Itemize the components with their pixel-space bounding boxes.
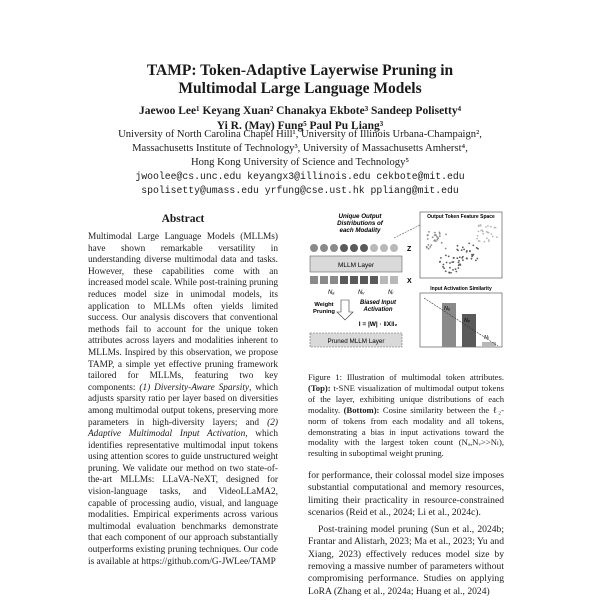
importance-formula: I = |W| · ‖X‖₂ (358, 321, 398, 328)
tsne-point (496, 236, 498, 238)
tsne-point (443, 264, 445, 266)
abstract-heading: Abstract (161, 213, 205, 225)
abstract-component-2: (2) Adaptive Multimodal Input Activation (88, 417, 278, 440)
tsne-point (463, 249, 465, 251)
tsne-point (455, 268, 457, 270)
abstract-body (88, 232, 278, 568)
tsne-point (488, 232, 490, 234)
label-x: X (407, 278, 412, 285)
pruned-layer-label: Pruned MLLM Layer (327, 338, 385, 345)
title-line-2: Multimodal Large Language Models (178, 80, 422, 97)
tsne-point (455, 271, 457, 273)
tsne-point (427, 234, 429, 236)
tsne-point (436, 239, 438, 241)
affiliation-line-3: Hong Kong University of Science and Technology⁵ (190, 157, 410, 168)
unique-output-label: Unique Output Distributions of each Modality (337, 213, 383, 234)
tsne-point (485, 226, 487, 228)
tsne-point (494, 227, 496, 229)
tsne-point (479, 240, 481, 242)
tsne-point (490, 226, 492, 228)
bar-label-nv: Nᵥ (464, 318, 470, 324)
caption-bottom: (Bottom): (343, 404, 380, 415)
input-token-row (310, 276, 398, 284)
tsne-point (443, 267, 445, 269)
label-z: Z (407, 246, 412, 253)
tsne-point (451, 261, 453, 263)
tsne-point (477, 235, 479, 237)
tsne-point (456, 249, 458, 251)
caption-lead: Figure 1: Illustration of multimodal token attributes. (308, 372, 504, 382)
tsne-point (430, 244, 432, 246)
tsne-point (461, 257, 463, 259)
output-token-row (310, 244, 398, 252)
tsne-point (469, 251, 471, 253)
authors-line-2: Yi R. (May) Fung⁵ Paul Pu Liang³ (216, 120, 384, 132)
tsne-point (477, 258, 479, 260)
tsne-point (429, 246, 431, 248)
similarity-label: Input Activation Similarity (430, 286, 492, 292)
tsne-point (476, 247, 478, 249)
tsne-point (450, 272, 452, 274)
tsne-point (449, 262, 451, 264)
title-line-1: TAMP: Token-Adaptive Layerwise Pruning in (146, 62, 454, 79)
abstract-component-1: (1) Diversity-Aware Sparsity (139, 382, 250, 393)
label-nl: Nₗ (388, 290, 394, 296)
tsne-point (456, 257, 458, 259)
body-paragraph-1: for performance, their colossal model size imposes substantial computational and memory resources, limiting their practicality in resource-constrained scenarios (Reid et al., 2024; Li et al., 2024c). (308, 470, 504, 518)
tsne-point (448, 256, 450, 258)
down-arrow-icon (337, 300, 353, 320)
figure-caption (308, 372, 504, 459)
intro-body (308, 470, 504, 603)
tsne-point (472, 245, 474, 247)
tsne-point (480, 230, 482, 232)
tsne-point (457, 245, 459, 247)
email-line-2: spolisetty@umass.edu yrfung@cse.ust.hk ppliang@mit.edu (141, 185, 459, 196)
tsne-point (441, 242, 443, 244)
tsne-point (445, 255, 447, 257)
tsne-point (492, 236, 494, 238)
biased-input-label: Biased Input Activation (359, 300, 397, 313)
tsne-point (472, 255, 474, 257)
tsne-point (488, 240, 490, 242)
tsne-point (458, 264, 460, 266)
tsne-point (448, 272, 450, 274)
tsne-point (478, 225, 480, 227)
tsne-point (440, 257, 442, 259)
email-line-1: jwoolee@cs.unc.edu keyangx3@illinois.edu cekbote@mit.edu (135, 171, 465, 182)
tsne-point (491, 233, 493, 235)
weight-pruning-label: Weight Pruning (313, 302, 335, 315)
tsne-point (471, 258, 473, 260)
tsne-point (466, 250, 468, 252)
affiliation-line-1: University of North Carolina Chapel Hill¹, University of Illinois Urbana-Champaign², (118, 129, 482, 140)
tsne-point (476, 238, 478, 240)
abstract-text-c: , which identifies representative multimodal input tokens using attention scores to guide unstructured weight pruning. We validate our method on two state-of-the-art MLLMs: LLaVA-NeXT, designed for vision-language tasks, and VideoLLaMA2, capable of processing audio, visual, and language modalities. Empirical experiments across various multimodal evaluation benchmarks demonstrate that each component of our approach substantially outperforms existing pruning techniques. Our code is available at https://github.com/G-JWLee/TAMP (88, 429, 278, 567)
tsne-point (428, 248, 430, 250)
tsne-point (428, 244, 430, 246)
tsne-point (484, 241, 486, 243)
tsne-point (439, 233, 441, 235)
similarity-bar-language (482, 342, 496, 347)
tsne-point (427, 238, 429, 240)
tsne-point (468, 243, 470, 245)
affiliations (0, 128, 600, 170)
caption-top: (Top): (308, 382, 331, 393)
label-na: Nₐ (328, 290, 335, 296)
tsne-point (478, 231, 480, 233)
tsne-point (445, 248, 447, 250)
tsne-point (466, 258, 468, 260)
tsne-point (437, 237, 439, 239)
tsne-point (433, 240, 435, 242)
tsne-point (486, 237, 488, 239)
tsne-point (449, 267, 451, 269)
tsne-point (461, 249, 463, 251)
tsne-point (453, 257, 455, 259)
tsne-point (482, 233, 484, 235)
feature-space-panel (420, 212, 502, 278)
tsne-point (436, 236, 438, 238)
authors-line-1: Jaewoo Lee¹ Keyang Xuan² Chanakya Ekbote³ Sandeep Polisetty⁴ (138, 105, 462, 117)
tsne-point (475, 260, 477, 262)
tsne-point (446, 262, 448, 264)
paper-title (0, 62, 600, 98)
caption-end: Cosine similarity between the ℓ₂-norm of tokens from each modality and all tokens, demonstrating a bias in input activations toward the modality with the largest token count (Nₐ,Nᵥ>>Nₗ), resulting in suboptimal weight pruning. (308, 404, 504, 459)
tsne-point (439, 235, 441, 237)
tsne-point (487, 225, 489, 227)
author-emails (0, 170, 600, 198)
caption-mid: t-SNE visualization of multimodal output tokens of the layer, exhibiting unique distributions of each modality. (308, 382, 504, 415)
similarity-panel (420, 293, 502, 347)
tsne-point (458, 260, 460, 262)
bar-label-na: Nₐ (444, 306, 450, 312)
abstract-text-a: Multimodal Large Language Models (MLLMs) have shown remarkable versatility in understanding diverse multimodal data and tasks. However, these capabilities come with an increased model scale. While post-training pruning reduces model size in unimodal models, its application to MLLMs often yields limited success. Our analysis discovers that conventional methods fail to account for the unique token attributes across layers and modalities inherent to MLLMs. Inspired by this observation, we propose TAMP, a simple yet effective pruning framework tailored for MLLMs, featuring two key components: (88, 232, 278, 393)
tsne-point (482, 231, 484, 233)
tsne-point (458, 267, 460, 269)
tsne-point (462, 246, 464, 248)
tsne-point (452, 269, 454, 271)
tsne-point (439, 261, 441, 263)
tsne-point (442, 266, 444, 268)
tsne-point (428, 231, 430, 233)
tsne-point (462, 259, 464, 261)
tsne-point (435, 234, 437, 236)
figure-1 (308, 208, 504, 368)
tsne-point (486, 231, 488, 233)
tsne-point (434, 232, 436, 234)
affiliation-line-2: Massachusetts Institute of Technology³, University of Massachusetts Amherst⁴, (132, 143, 468, 154)
body-paragraph-2: Post-training model pruning (Sun et al., 2024b; Frantar and Alistarh, 2023; Ma et al., 2023; Yu and Xiang, 2023) effectively reduces model size by removing a massive number of parameters without compromising performance. Studies on applying LoRA (Zhang et al., 2024a; Huang et al., 2024) (308, 524, 504, 597)
tsne-point (445, 270, 447, 272)
tsne-point (480, 224, 482, 226)
tsne-point (458, 262, 460, 264)
abstract-text-b: , which adjusts sparsity ratio per layer based on diversities among multimodal output tokens, preserving more parameters in high-diversity layers; and (88, 382, 278, 428)
tsne-point (445, 234, 447, 236)
bar-label-nl: Nₗ (484, 335, 489, 341)
tsne-point (426, 247, 428, 249)
mllm-layer-label: MLLM Layer (337, 262, 375, 269)
label-nv: Nᵥ (358, 290, 365, 296)
tsne-point (459, 256, 461, 258)
tsne-point (432, 236, 434, 238)
feature-space-label: Output Token Feature Space (427, 214, 495, 220)
